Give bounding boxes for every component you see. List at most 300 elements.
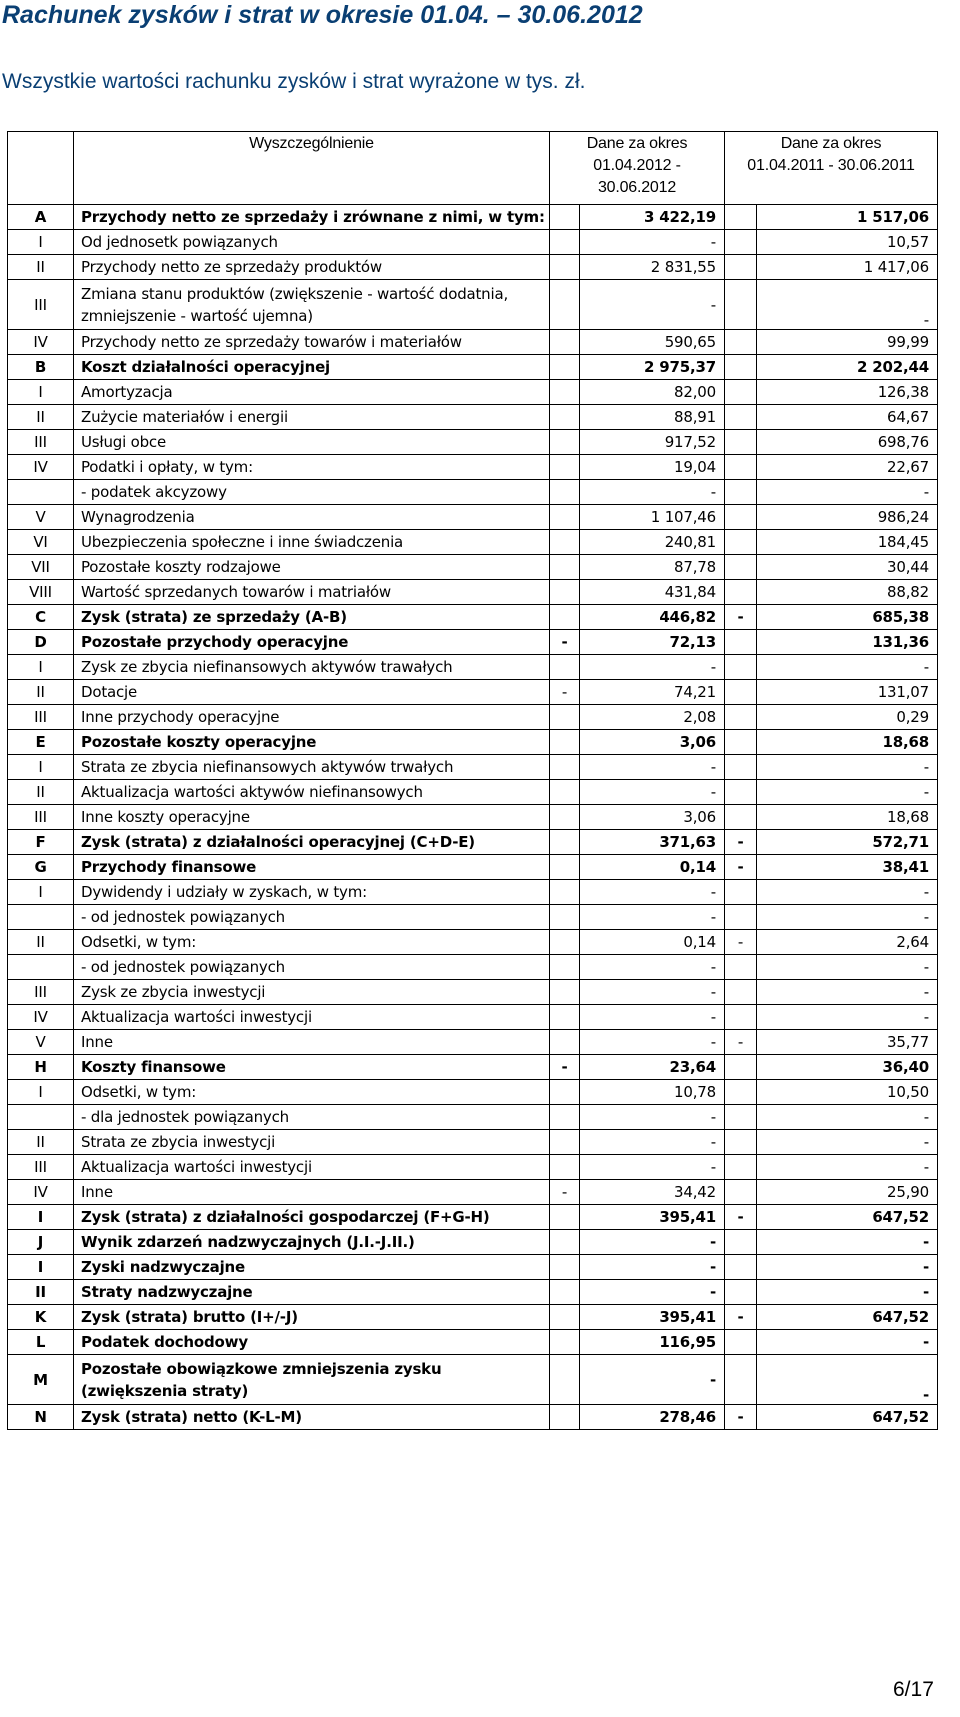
row-index: B — [8, 355, 74, 380]
row-value-2012: - — [580, 880, 725, 905]
row-value-2011: - — [757, 280, 938, 330]
row-sign-2012 — [550, 430, 580, 455]
row-index: F — [8, 830, 74, 855]
table-row — [8, 880, 938, 905]
row-index: E — [8, 730, 74, 755]
row-value-2012: 1 107,46 — [580, 505, 725, 530]
row-sign-2012 — [550, 555, 580, 580]
row-value-2012: 278,46 — [580, 1405, 725, 1430]
row-sign-2012 — [550, 1080, 580, 1105]
row-sign-2012 — [550, 355, 580, 380]
row-value-2011: 986,24 — [757, 505, 938, 530]
row-value-2012: 82,00 — [580, 380, 725, 405]
row-sign-2012 — [550, 1280, 580, 1305]
table-row — [8, 1080, 938, 1105]
row-value-2012: 88,91 — [580, 405, 725, 430]
row-label: Zysk (strata) z działalności operacyjnej (C+D-E) — [74, 830, 550, 855]
row-sign-2011 — [725, 655, 757, 680]
row-index: II — [8, 930, 74, 955]
row-sign-2011 — [725, 680, 757, 705]
row-label: Zysk ze zbycia niefinansowych aktywów trawałych — [74, 655, 550, 680]
row-value-2011: 2 202,44 — [757, 355, 938, 380]
table-row — [8, 1355, 938, 1405]
row-value-2011: 22,67 — [757, 455, 938, 480]
row-sign-2011 — [725, 530, 757, 555]
row-sign-2011: - — [725, 930, 757, 955]
row-index: I — [8, 1205, 74, 1230]
row-label: Zużycie materiałów i energii — [74, 405, 550, 430]
row-sign-2011: - — [725, 1305, 757, 1330]
row-sign-2012 — [550, 380, 580, 405]
row-value-2012: 2 975,37 — [580, 355, 725, 380]
row-index — [8, 480, 74, 505]
row-sign-2011: - — [725, 1030, 757, 1055]
table-row — [8, 805, 938, 830]
row-sign-2012 — [550, 205, 580, 230]
row-value-2011: 35,77 — [757, 1030, 938, 1055]
row-sign-2011 — [725, 1005, 757, 1030]
row-value-2012: - — [580, 1355, 725, 1405]
row-label: Przychody finansowe — [74, 855, 550, 880]
row-sign-2012 — [550, 730, 580, 755]
row-label-text: Zmiana stanu produktów (zwiększenie - wartość dodatnia, zmniejszenie - wartość ujemna) — [81, 284, 509, 325]
row-sign-2012 — [550, 455, 580, 480]
row-value-2012: 371,63 — [580, 830, 725, 855]
row-sign-2011 — [725, 980, 757, 1005]
row-sign-2011 — [725, 405, 757, 430]
row-sign-2011 — [725, 555, 757, 580]
row-index: I — [8, 380, 74, 405]
row-label: Usługi obce — [74, 430, 550, 455]
row-value-2011: 25,90 — [757, 1180, 938, 1205]
row-value-2011: - — [757, 1330, 938, 1355]
row-sign-2012: - — [550, 1055, 580, 1080]
table-row — [8, 1055, 938, 1080]
row-sign-2012 — [550, 880, 580, 905]
income-statement-table — [7, 131, 938, 1430]
row-value-2011: - — [757, 955, 938, 980]
row-index: III — [8, 280, 74, 330]
row-sign-2011: - — [725, 1405, 757, 1430]
row-index: C — [8, 605, 74, 630]
row-sign-2011 — [725, 230, 757, 255]
row-index: III — [8, 1155, 74, 1180]
row-value-2012: 431,84 — [580, 580, 725, 605]
table-row — [8, 330, 938, 355]
table-row — [8, 1130, 938, 1155]
row-value-2011: 99,99 — [757, 330, 938, 355]
row-label: Pozostałe koszty operacyjne — [74, 730, 550, 755]
row-index: II — [8, 255, 74, 280]
row-label: Koszt działalności operacyjnej — [74, 355, 550, 380]
row-sign-2011 — [725, 1230, 757, 1255]
row-value-2012: - — [580, 755, 725, 780]
row-sign-2011 — [725, 880, 757, 905]
row-index: VII — [8, 555, 74, 580]
row-index: I — [8, 1255, 74, 1280]
row-sign-2011 — [725, 1330, 757, 1355]
row-sign-2012 — [550, 330, 580, 355]
row-sign-2012 — [550, 1005, 580, 1030]
table-row — [8, 1205, 938, 1230]
row-sign-2011 — [725, 730, 757, 755]
row-value-2012: 240,81 — [580, 530, 725, 555]
table-row — [8, 605, 938, 630]
row-index: III — [8, 705, 74, 730]
row-value-2012: 19,04 — [580, 455, 725, 480]
table-row — [8, 1105, 938, 1130]
row-index: III — [8, 805, 74, 830]
row-sign-2011 — [725, 505, 757, 530]
row-sign-2012 — [550, 530, 580, 555]
row-value-2011: 685,38 — [757, 605, 938, 630]
row-value-2012: 0,14 — [580, 930, 725, 955]
table-row — [8, 1005, 938, 1030]
row-sign-2012 — [550, 405, 580, 430]
row-label: Wartość sprzedanych towarów i matriałów — [74, 580, 550, 605]
table-row — [8, 355, 938, 380]
row-sign-2011 — [725, 255, 757, 280]
row-value-2012: - — [580, 1255, 725, 1280]
table-row — [8, 1155, 938, 1180]
row-label: Amortyzacja — [74, 380, 550, 405]
row-value-2011: 184,45 — [757, 530, 938, 555]
row-label: Zyski nadzwyczajne — [74, 1255, 550, 1280]
row-value-2012: - — [580, 1230, 725, 1255]
row-value-2011: - — [757, 1155, 938, 1180]
row-sign-2012 — [550, 955, 580, 980]
row-value-2012: 2 831,55 — [580, 255, 725, 280]
row-label: Zysk (strata) brutto (I+/-J) — [74, 1305, 550, 1330]
row-sign-2011 — [725, 955, 757, 980]
table-row — [8, 380, 938, 405]
row-sign-2012: - — [550, 680, 580, 705]
table-row — [8, 705, 938, 730]
row-value-2011: - — [757, 1130, 938, 1155]
row-label: - od jednostek powiązanych — [74, 955, 550, 980]
table-row — [8, 630, 938, 655]
row-sign-2012: - — [550, 1180, 580, 1205]
table-row — [8, 980, 938, 1005]
table-row — [8, 230, 938, 255]
row-label: Inne — [74, 1180, 550, 1205]
row-label: Inne przychody operacyjne — [74, 705, 550, 730]
row-index: D — [8, 630, 74, 655]
row-value-2011: 1 417,06 — [757, 255, 938, 280]
table-row — [8, 1280, 938, 1305]
row-value-2011: 647,52 — [757, 1205, 938, 1230]
row-value-2011: 30,44 — [757, 555, 938, 580]
row-sign-2011: - — [725, 605, 757, 630]
row-value-2012: - — [580, 905, 725, 930]
row-value-2011: 88,82 — [757, 580, 938, 605]
row-label: Odsetki, w tym: — [74, 930, 550, 955]
row-sign-2011 — [725, 1105, 757, 1130]
table-row — [8, 1030, 938, 1055]
row-sign-2012 — [550, 230, 580, 255]
table-row — [8, 680, 938, 705]
row-index: J — [8, 1230, 74, 1255]
row-value-2011: - — [757, 880, 938, 905]
row-index — [8, 955, 74, 980]
row-index — [8, 1105, 74, 1130]
row-value-2011: 126,38 — [757, 380, 938, 405]
table-body — [8, 205, 938, 1430]
row-sign-2011 — [725, 455, 757, 480]
row-index: G — [8, 855, 74, 880]
row-sign-2012: - — [550, 630, 580, 655]
row-index: VIII — [8, 580, 74, 605]
row-value-2012: 395,41 — [580, 1205, 725, 1230]
row-value-2011: - — [757, 1005, 938, 1030]
row-index: H — [8, 1055, 74, 1080]
row-value-2011: 18,68 — [757, 730, 938, 755]
row-sign-2012 — [550, 1205, 580, 1230]
row-sign-2011 — [725, 780, 757, 805]
row-value-2012: - — [580, 655, 725, 680]
row-value-2012: - — [580, 1280, 725, 1305]
row-label: Strata ze zbycia niefinansowych aktywów trwałych — [74, 755, 550, 780]
row-sign-2011 — [725, 1130, 757, 1155]
table-row — [8, 1180, 938, 1205]
row-label: - dla jednostek powiązanych — [74, 1105, 550, 1130]
row-index: K — [8, 1305, 74, 1330]
row-value-2011: - — [757, 980, 938, 1005]
row-sign-2012 — [550, 480, 580, 505]
row-sign-2012 — [550, 755, 580, 780]
row-sign-2012 — [550, 1105, 580, 1130]
row-sign-2012 — [550, 980, 580, 1005]
row-index: IV — [8, 330, 74, 355]
row-value-2011: 131,36 — [757, 630, 938, 655]
table-row — [8, 855, 938, 880]
row-value-2011: 647,52 — [757, 1305, 938, 1330]
row-value-2012: 3,06 — [580, 730, 725, 755]
page-subtitle: Wszystkie wartości rachunku zysków i strat wyrażone w tys. zł. — [2, 70, 586, 93]
table-row — [8, 1255, 938, 1280]
row-label — [74, 1355, 550, 1405]
row-sign-2011 — [725, 580, 757, 605]
row-label: Zysk (strata) netto (K-L-M) — [74, 1405, 550, 1430]
table-row — [8, 1305, 938, 1330]
row-index: V — [8, 1030, 74, 1055]
row-index — [8, 905, 74, 930]
row-value-2012: - — [580, 1155, 725, 1180]
row-sign-2012 — [550, 1130, 580, 1155]
header-period-2011: Dane za okres 01.04.2011 - 30.06.2011 — [725, 132, 938, 205]
table-row — [8, 755, 938, 780]
row-label: Zysk (strata) z działalności gospodarczej (F+G-H) — [74, 1205, 550, 1230]
row-label: Inne — [74, 1030, 550, 1055]
row-sign-2011 — [725, 905, 757, 930]
row-label: Wynagrodzenia — [74, 505, 550, 530]
row-value-2011: 2,64 — [757, 930, 938, 955]
table-row — [8, 455, 938, 480]
table-row — [8, 280, 938, 330]
row-index: II — [8, 405, 74, 430]
row-value-2012: 395,41 — [580, 1305, 725, 1330]
table-row — [8, 1230, 938, 1255]
row-value-2012: - — [580, 1130, 725, 1155]
table-header-row — [8, 132, 938, 205]
table-row — [8, 505, 938, 530]
page-title: Rachunek zysków i strat w okresie 01.04. – 30.06.2012 — [2, 1, 643, 29]
row-sign-2012 — [550, 1030, 580, 1055]
row-value-2011: 1 517,06 — [757, 205, 938, 230]
row-sign-2012 — [550, 280, 580, 330]
row-value-2011: 0,29 — [757, 705, 938, 730]
row-sign-2012 — [550, 505, 580, 530]
row-index: IV — [8, 1180, 74, 1205]
table-row — [8, 730, 938, 755]
row-label: Aktualizacja wartości inwestycji — [74, 1155, 550, 1180]
table-row — [8, 1330, 938, 1355]
row-label: Koszty finansowe — [74, 1055, 550, 1080]
row-label: Strata ze zbycia inwestycji — [74, 1130, 550, 1155]
row-value-2012: - — [580, 955, 725, 980]
row-sign-2011 — [725, 1055, 757, 1080]
table-row — [8, 430, 938, 455]
row-value-2011: - — [757, 1280, 938, 1305]
row-sign-2012 — [550, 855, 580, 880]
row-index: I — [8, 655, 74, 680]
table-row — [8, 905, 938, 930]
row-value-2012: - — [580, 1105, 725, 1130]
row-sign-2011: - — [725, 830, 757, 855]
row-value-2011: 698,76 — [757, 430, 938, 455]
row-index: II — [8, 680, 74, 705]
row-value-2012: 34,42 — [580, 1180, 725, 1205]
row-sign-2011 — [725, 355, 757, 380]
row-value-2011: - — [757, 1105, 938, 1130]
row-value-2011: 64,67 — [757, 405, 938, 430]
row-value-2011: - — [757, 655, 938, 680]
row-label: Odsetki, w tym: — [74, 1080, 550, 1105]
row-value-2011: - — [757, 1230, 938, 1255]
row-value-2011: 131,07 — [757, 680, 938, 705]
row-sign-2012 — [550, 1330, 580, 1355]
table-row — [8, 555, 938, 580]
row-value-2012: 3 422,19 — [580, 205, 725, 230]
row-label: - podatek akcyzowy — [74, 480, 550, 505]
table-row — [8, 780, 938, 805]
table-row — [8, 405, 938, 430]
row-index: III — [8, 430, 74, 455]
row-sign-2012 — [550, 1355, 580, 1405]
table-row — [8, 930, 938, 955]
row-index: I — [8, 230, 74, 255]
row-label: Inne koszty operacyjne — [74, 805, 550, 830]
row-label: Dotacje — [74, 680, 550, 705]
row-label: Straty nadzwyczajne — [74, 1280, 550, 1305]
row-sign-2012 — [550, 805, 580, 830]
page-number: 6/17 — [893, 1678, 934, 1701]
row-value-2012: 0,14 — [580, 855, 725, 880]
table-row — [8, 480, 938, 505]
header-description: Wyszczególnienie — [74, 132, 550, 205]
row-sign-2012 — [550, 1305, 580, 1330]
row-value-2012: 3,06 — [580, 805, 725, 830]
table-row — [8, 955, 938, 980]
row-sign-2011: - — [725, 855, 757, 880]
row-label: Podatki i opłaty, w tym: — [74, 455, 550, 480]
row-value-2011: - — [757, 1355, 938, 1405]
row-label: Dywidendy i udziały w zyskach, w tym: — [74, 880, 550, 905]
row-label: Od jednosetk powiązanych — [74, 230, 550, 255]
row-value-2011: - — [757, 755, 938, 780]
row-sign-2012 — [550, 655, 580, 680]
row-sign-2012 — [550, 930, 580, 955]
header-period-2012: Dane za okres 01.04.2012 - 30.06.2012 — [550, 132, 725, 205]
table-row — [8, 830, 938, 855]
row-label: Przychody netto ze sprzedaży towarów i materiałów — [74, 330, 550, 355]
header-index-cell — [8, 132, 74, 205]
row-label: Pozostałe koszty rodzajowe — [74, 555, 550, 580]
row-value-2011: 36,40 — [757, 1055, 938, 1080]
row-sign-2011 — [725, 805, 757, 830]
row-value-2012: - — [580, 280, 725, 330]
row-sign-2012 — [550, 905, 580, 930]
row-index: N — [8, 1405, 74, 1430]
row-sign-2012 — [550, 1155, 580, 1180]
row-sign-2011 — [725, 705, 757, 730]
row-sign-2011 — [725, 380, 757, 405]
row-index: IV — [8, 1005, 74, 1030]
row-value-2012: - — [580, 780, 725, 805]
row-value-2012: 2,08 — [580, 705, 725, 730]
row-sign-2012 — [550, 580, 580, 605]
row-value-2011: 18,68 — [757, 805, 938, 830]
row-index: II — [8, 780, 74, 805]
row-sign-2011 — [725, 1155, 757, 1180]
row-index: I — [8, 880, 74, 905]
row-value-2011: - — [757, 480, 938, 505]
row-sign-2011 — [725, 1255, 757, 1280]
row-value-2012: 446,82 — [580, 605, 725, 630]
row-index: L — [8, 1330, 74, 1355]
row-value-2011: 647,52 — [757, 1405, 938, 1430]
row-index: I — [8, 1080, 74, 1105]
table-row — [8, 255, 938, 280]
row-label: Pozostałe przychody operacyjne — [74, 630, 550, 655]
row-sign-2011: - — [725, 1205, 757, 1230]
row-index: V — [8, 505, 74, 530]
row-value-2012: - — [580, 1030, 725, 1055]
row-label: Podatek dochodowy — [74, 1330, 550, 1355]
row-value-2011: 10,57 — [757, 230, 938, 255]
table-row — [8, 1405, 938, 1430]
row-sign-2012 — [550, 705, 580, 730]
row-index: II — [8, 1280, 74, 1305]
row-value-2012: - — [580, 230, 725, 255]
row-value-2011: 38,41 — [757, 855, 938, 880]
row-value-2012: 72,13 — [580, 630, 725, 655]
row-label: Aktualizacja wartości inwestycji — [74, 1005, 550, 1030]
row-sign-2011 — [725, 430, 757, 455]
row-label: Zysk ze zbycia inwestycji — [74, 980, 550, 1005]
row-label: - od jednostek powiązanych — [74, 905, 550, 930]
row-value-2012: 116,95 — [580, 1330, 725, 1355]
row-value-2011: 10,50 — [757, 1080, 938, 1105]
row-value-2012: 23,64 — [580, 1055, 725, 1080]
table-row — [8, 205, 938, 230]
row-value-2011: - — [757, 780, 938, 805]
row-sign-2012 — [550, 255, 580, 280]
row-label: Przychody netto ze sprzedaży produktów — [74, 255, 550, 280]
row-index: III — [8, 980, 74, 1005]
row-value-2012: - — [580, 980, 725, 1005]
table-row — [8, 580, 938, 605]
